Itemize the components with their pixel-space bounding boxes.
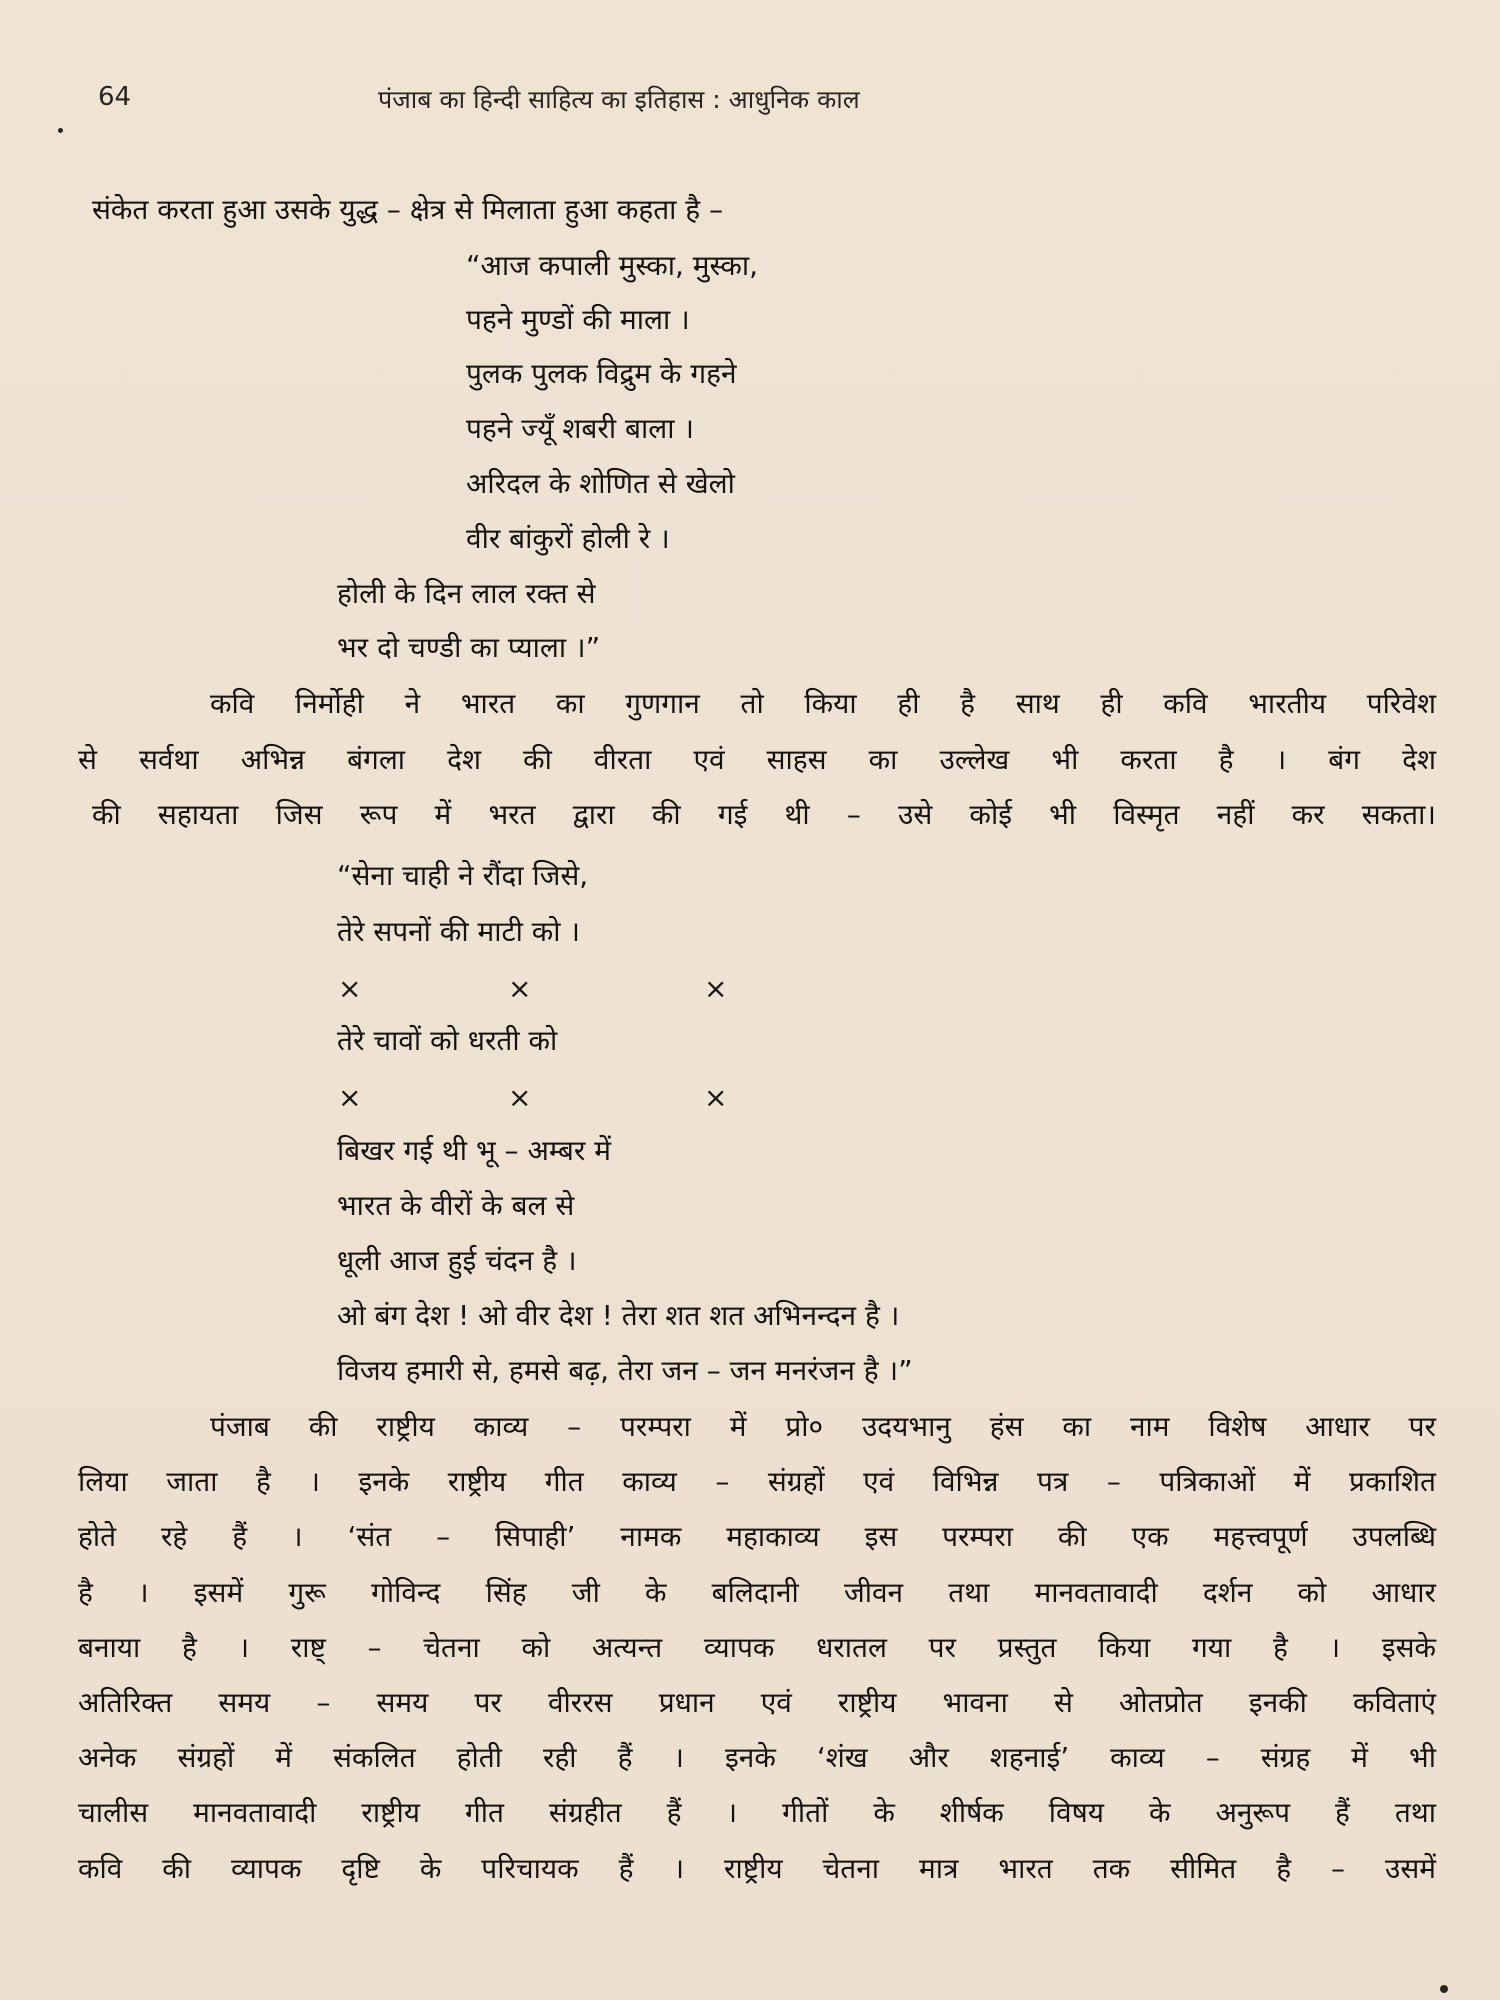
running-title: पंजाब का हिन्दी साहित्य का इतिहास : आधुनिक काल: [378, 85, 860, 114]
paragraph-line: लिया जाता है । इनके राष्ट्रीय गीत काव्य – संग्रहों एवं विभिन्न पत्र – पत्रिकाओं में प्रकाशित: [78, 1465, 1436, 1498]
page-number: 64: [98, 82, 132, 112]
poem-1-line: अरिदल के शोणित से खेलो: [466, 467, 735, 500]
poem-2-line: बिखर गई थी भू – अम्बर में: [337, 1134, 612, 1167]
poem-2-line: धूली आज हुई चंदन है ।: [337, 1244, 577, 1277]
omission-mark: ×: [704, 972, 728, 1005]
paragraph-line: होते रहे हैं । ‘संत – सिपाही’ नामक महाकाव्य इस परम्परा की एक महत्त्वपूर्ण उपलब्धि: [78, 1520, 1436, 1553]
paragraph-line: चालीस मानवतावादी राष्ट्रीय गीत संग्रहीत हैं । गीतों के शीर्षक विषय के अनुरूप हैं तथा: [78, 1796, 1436, 1829]
poem-2-line: विजय हमारी से, हमसे बढ़, तेरा जन – जन मनरंजन है ।”: [337, 1354, 913, 1387]
omission-mark: ×: [338, 972, 362, 1005]
poem-1-line: होली के दिन लाल रक्त से: [337, 577, 596, 610]
poem-1-line: पहने मुण्डों की माला ।: [466, 303, 690, 336]
omission-mark: ×: [508, 1081, 532, 1114]
omission-mark: ×: [508, 972, 532, 1005]
poem-2-line: ओ बंग देश ! ओ वीर देश ! तेरा शत शत अभिनन्दन है ।: [337, 1299, 900, 1332]
poem-1-line: वीर बांकुरों होली रे ।: [466, 522, 670, 555]
poem-1-line: “आज कपाली मुस्का, मुस्का,: [466, 249, 759, 282]
omission-mark: ×: [704, 1081, 728, 1114]
page-header: [98, 82, 1418, 122]
poem-1-line: पुलक पुलक विद्रुम के गहने: [466, 357, 737, 390]
poem-2-line: भारत के वीरों के बल से: [337, 1189, 575, 1222]
poem-1-line: पहने ज्यूँ शबरी बाला ।: [466, 412, 694, 445]
poem-2-line: तेरे चावों को धरती को: [337, 1024, 558, 1057]
paragraph-line: की सहायता जिस रूप में भरत द्वारा की गई थी – उसे कोई भी विस्मृत नहीं कर सकता।: [92, 798, 1436, 831]
paragraph-line: है । इसमें गुरू गोविन्द सिंह जी के बलिदानी जीवन तथा मानवतावादी दर्शन को आधार: [78, 1576, 1436, 1609]
paragraph-line: पंजाब की राष्ट्रीय काव्य – परम्परा में प्रो० उदयभानु हंस का नाम विशेष आधार पर: [210, 1410, 1436, 1443]
paragraph-line: बनाया है । राष्ट् – चेतना को अत्यन्त व्यापक धरातल पर प्रस्तुत किया गया है । इसके: [78, 1631, 1436, 1664]
ink-speck: [58, 128, 63, 133]
poem-2-line: “सेना चाही ने रौंदा जिसे,: [337, 859, 589, 892]
paragraph-line: कवि की व्यापक दृष्टि के परिचायक हैं । राष्ट्रीय चेतना मात्र भारत तक सीमित है – उसमें: [78, 1852, 1436, 1885]
poem-2-line: तेरे सपनों की माटी को ।: [337, 915, 581, 948]
omission-mark: ×: [338, 1081, 362, 1114]
paragraph-line: कवि निर्मोही ने भारत का गुणगान तो किया ही है साथ ही कवि भारतीय परिवेश: [210, 687, 1436, 720]
intro-line: संकेत करता हुआ उसके युद्ध – क्षेत्र से मिलाता हुआ कहता है –: [92, 193, 724, 226]
paragraph-line: अतिरिक्त समय – समय पर वीररस प्रधान एवं राष्ट्रीय भावना से ओतप्रोत इनकी कविताएं: [78, 1686, 1436, 1719]
paragraph-line: अनेक संग्रहों में संकलित होती रही हैं । इनके ‘शंख और शहनाई’ काव्य – संग्रह में भी: [78, 1741, 1436, 1774]
poem-1-line: भर दो चण्डी का प्याला ।”: [337, 631, 601, 664]
paragraph-line: से सर्वथा अभिन्न बंगला देश की वीरता एवं साहस का उल्लेख भी करता है । बंग देश: [78, 743, 1436, 776]
ink-speck: [1440, 1985, 1448, 1993]
